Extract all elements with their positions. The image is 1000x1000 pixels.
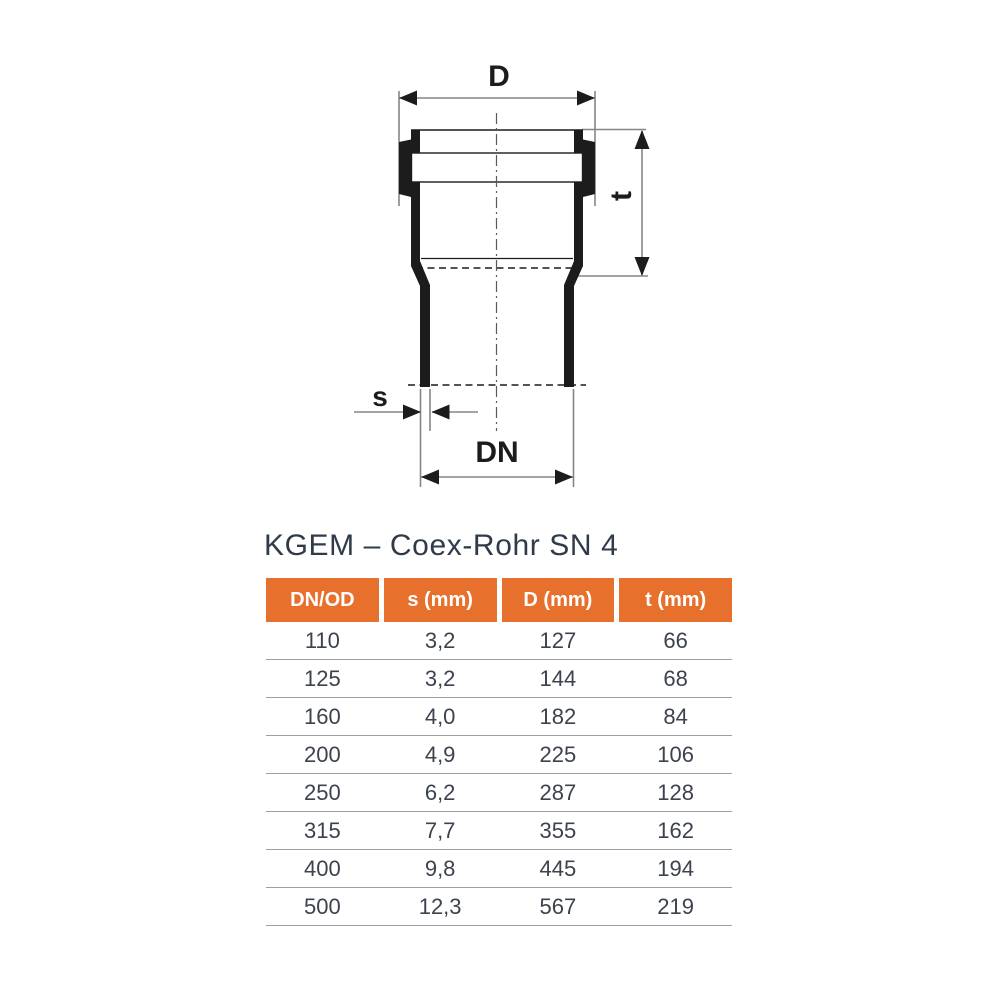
cell-t: 68: [663, 665, 688, 691]
cell-s: 7,7: [424, 817, 456, 843]
column-header-d: D (mm): [502, 578, 615, 622]
dn-arrow-left: [421, 470, 439, 485]
column-header-s: s (mm): [384, 578, 497, 622]
cell-d: 445: [539, 855, 577, 881]
product-series-title: KGEM – Coex-Rohr SN 4: [264, 529, 619, 562]
table-row: [266, 622, 732, 660]
cell-s: 12,3: [418, 893, 462, 919]
dimension-arrowheads: [399, 91, 650, 485]
table-header-row: [266, 578, 732, 622]
t-arrow-bottom: [635, 257, 650, 276]
cell-d: 287: [539, 779, 577, 805]
d-arrow-right: [577, 91, 595, 106]
cell-t: 128: [657, 779, 694, 805]
s-arrow-right: [432, 405, 450, 420]
cell-s: 4,0: [424, 703, 456, 729]
cell-s: 6,2: [424, 779, 456, 805]
cell-d: 225: [539, 741, 577, 767]
table-row: [266, 736, 732, 774]
cell-d: 182: [539, 703, 577, 729]
table-row: [266, 774, 732, 812]
cell-dn: 125: [304, 665, 341, 691]
cell-s: 3,2: [424, 627, 456, 653]
cell-s: 4,9: [424, 741, 456, 767]
dimension-lines: [354, 91, 648, 487]
cell-t: 194: [657, 855, 694, 881]
cell-dn: 250: [304, 779, 341, 805]
cell-d: 144: [539, 665, 577, 691]
cell-dn: 110: [304, 627, 340, 653]
cell-d: 127: [539, 627, 577, 653]
label-nominal-diameter: DN: [475, 436, 519, 469]
table-row: [266, 888, 732, 926]
cell-t: 106: [657, 741, 694, 767]
column-header-dn-od: DN/OD: [266, 578, 379, 622]
table-row: [266, 812, 732, 850]
cell-dn: 400: [304, 855, 341, 881]
cell-t: 66: [663, 627, 688, 653]
cell-dn: 160: [304, 703, 341, 729]
column-header-t: t (mm): [619, 578, 732, 622]
cell-s: 3,2: [424, 665, 456, 691]
cell-t: 84: [663, 703, 688, 729]
label-wall-thickness: s: [372, 381, 388, 412]
label-outer-diameter: D: [488, 60, 510, 93]
label-socket-depth: t: [605, 191, 638, 201]
s-arrow-left: [403, 405, 421, 420]
cell-d: 567: [539, 893, 577, 919]
dimension-table: [266, 578, 732, 926]
table-row: [266, 698, 732, 736]
cell-t: 219: [657, 893, 694, 919]
cell-dn: 315: [304, 817, 341, 843]
cell-dn: 200: [304, 741, 341, 767]
table-row: [266, 850, 732, 888]
cell-t: 162: [657, 817, 694, 843]
d-arrow-left: [399, 91, 417, 106]
t-arrow-top: [635, 130, 650, 149]
dn-arrow-right: [555, 470, 573, 485]
table-row: [266, 660, 732, 698]
cell-d: 355: [539, 817, 577, 843]
cell-s: 9,8: [424, 855, 456, 881]
cell-dn: 500: [304, 893, 341, 919]
